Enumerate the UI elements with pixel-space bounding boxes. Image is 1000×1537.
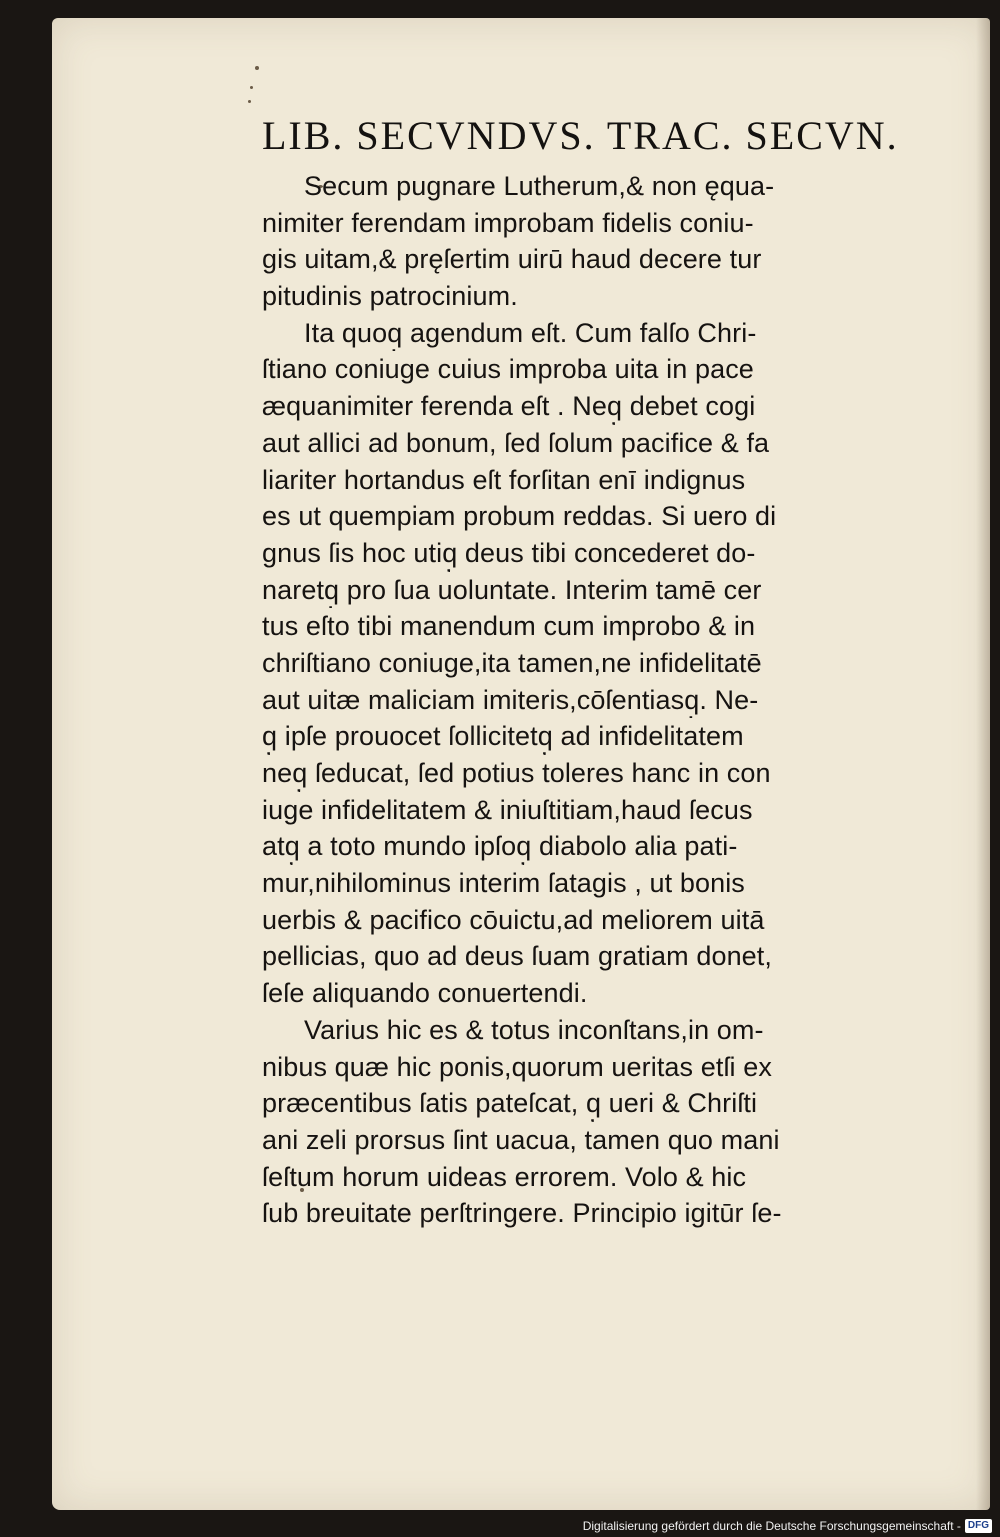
text-line: gnus ſis hoc utiq̦ deus tibi concederet do- (262, 537, 756, 568)
text-line: iuge infidelitatem & iniuſtitiam,haud ſecus (262, 794, 753, 825)
text-line: æquanimiter ferenda eſt . Neq̦ debet cogi (262, 391, 756, 422)
text-line: gis uitam,& pręſertim uirū haud decere tur (262, 244, 762, 275)
text-line: aut uitæ maliciam imiteris,cōſentiasq̦. Ne- (262, 684, 759, 715)
text-line: pitudinis patrocinium. (262, 281, 518, 312)
text-line: uerbis & pacifico cōuictu,ad meliorem uitā (262, 904, 765, 935)
text-line: es ut quempiam probum reddas. Si uero di (262, 501, 777, 532)
ink-speck (250, 86, 253, 89)
text-line: Secum pugnare Lutherum,& non ęqua- (304, 171, 775, 201)
text-line: Ita quoq̦ agendum eſt. Cum falſo Chri- (304, 317, 757, 348)
text-line: q̦ ipſe prouocet ſollicitetq̦ ad infidelitatem (262, 721, 744, 752)
text-line: ani zeli prorsus ſint uacua, tamen quo mani (262, 1124, 780, 1155)
text-line: neq̦ ſeducat, ſed potius toleres hanc in con (262, 758, 771, 788)
text-line: chriſtiano coniuge,ita tamen,ne infidelitatē (262, 647, 762, 678)
text-line: pellicias, quo ad deus ſuam gratiam donet, (262, 941, 773, 972)
text-line: mur,nihilominus interim ſatagis , ut bonis (262, 868, 745, 899)
credit-text: Digitalisierung gefördert durch die Deutsche Forschungsgemeinschaft - (582, 1519, 961, 1533)
text-line: atq̦ a toto mundo ipſoq̦ diabolo alia pati- (262, 831, 738, 862)
text-line: ſub breuitate perſtringere. Principio igitūr ſe- (262, 1198, 782, 1229)
text-line: ſtiano coniuge cuius improba uita in pace (262, 354, 754, 385)
digitization-credit (583, 1519, 992, 1533)
page-spine-shadow (976, 18, 990, 1510)
text-line: naretq̦ pro ſua uoluntate. Interim tamē cer (262, 574, 762, 605)
text-line: nibus quæ hic ponis,quorum ueritas etſi ex (262, 1051, 772, 1082)
text-line: præcentibus ſatis pateſcat, q̦ ueri & Chriſti (262, 1088, 758, 1119)
ink-speck (248, 100, 251, 103)
text-line: ſeſe aliquando conuertendi. (262, 978, 588, 1009)
text-line: aut allici ad bonum, ſed ſolum pacifice & fa (262, 427, 770, 458)
running-title: LIB. SECVNDVS. TRAC. SECVN. (262, 113, 899, 158)
text-line: ſeſtum horum uideas errorem. Volo & hic (262, 1161, 747, 1192)
text-line: tus eſto tibi manendum cum improbo & in (262, 611, 756, 642)
dfg-logo: DFG (965, 1519, 992, 1533)
body-text (262, 168, 942, 1232)
text-line: Varius hic es & totus inconſtans,in om- (304, 1014, 764, 1045)
text-line: nimiter ferendam improbam fidelis coniu- (262, 207, 754, 238)
text-line: liariter hortandus eſt forſitan enī indignus (262, 464, 746, 495)
ink-speck (255, 66, 259, 70)
